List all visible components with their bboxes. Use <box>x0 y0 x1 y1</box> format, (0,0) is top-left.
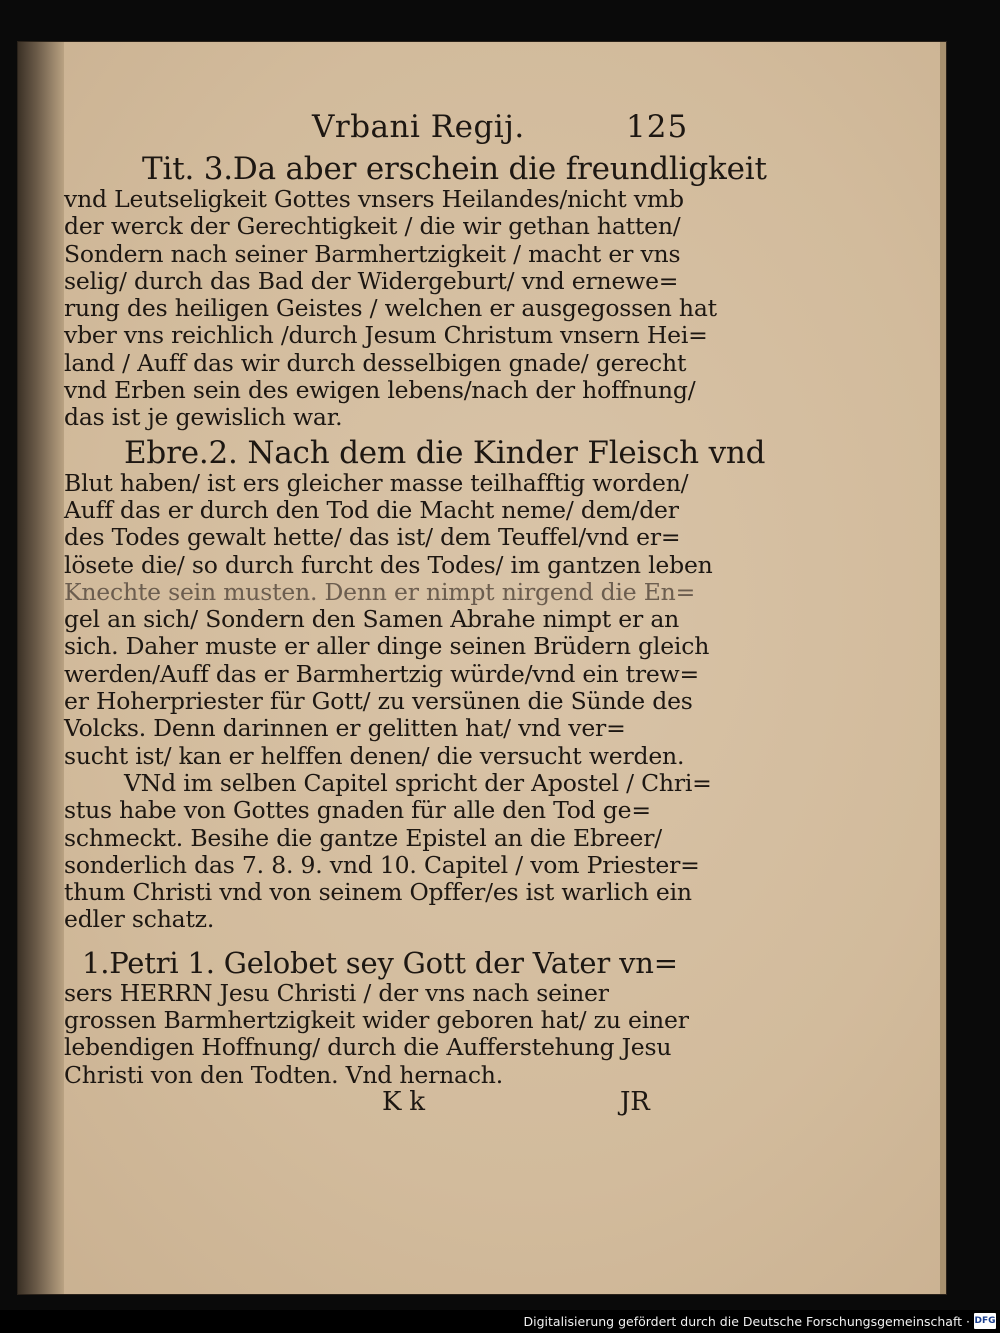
signature-mark: K k <box>382 1086 425 1117</box>
text-line: VNd im selben Capitel spricht der Apostel / Chri= <box>124 768 712 797</box>
paragraph-same-chapter <box>64 768 712 934</box>
text-line: lebendigen Hoffnung/ durch die Aufferstehung Jesu <box>64 1033 672 1062</box>
page-edge <box>940 42 946 1294</box>
book-page <box>18 42 946 1294</box>
text-line: stus habe von Gottes gnaden für alle den Tod ge= <box>64 796 651 825</box>
text-line: werden/Auff das er Barmhertzig würde/vnd ein trew= <box>64 659 700 688</box>
text-line: Blut haben/ ist ers gleicher masse teilhafftig worden/ <box>64 468 689 497</box>
text-line: Ebre.2. Nach dem die Kinder Fleisch vnd <box>124 434 766 471</box>
text-line: edler schatz. <box>64 905 215 934</box>
page-header <box>64 109 706 152</box>
text-line: rung des heiligen Geistes / welchen er ausgegossen hat <box>64 294 717 323</box>
text-line: das ist je gewislich war. <box>64 403 343 432</box>
dfg-logo-text: DFG <box>974 1316 996 1326</box>
text-line: sers HERRN Jesu Christi / der vns nach seiner <box>64 978 609 1007</box>
text-line: Christi von den Todten. Vnd hernach. <box>64 1060 504 1089</box>
text-block <box>64 109 767 1123</box>
text-line: vnd Erben sein des ewigen lebens/nach der hoffnung/ <box>64 376 696 405</box>
text-line: sonderlich das 7. 8. 9. vnd 10. Capitel / vom Priester= <box>64 850 700 879</box>
credit-bar <box>0 1310 1000 1333</box>
text-line: des Todes gewalt hette/ das ist/ dem Teuffel/vnd er= <box>64 523 681 552</box>
text-line: land / Auff das wir durch desselbigen gnade/ gerecht <box>64 348 687 377</box>
text-line: vber vns reichlich /durch Jesum Christum vnsern Hei= <box>64 321 708 350</box>
catchword: JR <box>620 1086 650 1117</box>
text-line: gel an sich/ Sondern den Samen Abrahe nimpt er an <box>64 605 680 634</box>
paragraph-1-peter-1 <box>64 946 706 1089</box>
paragraph-hebrews-2 <box>64 434 766 770</box>
text-line: Tit. 3.Da aber erschein die freundligkeit <box>142 151 767 187</box>
text-line: thum Christi vnd von seinem Opffer/es ist warlich ein <box>64 878 692 907</box>
paragraph-titus-3 <box>64 151 767 432</box>
text-line: Sondern nach seiner Barmhertzigkeit / macht er vns <box>64 239 681 268</box>
text-line: der werck der Gerechtigkeit / die wir gethan hatten/ <box>64 212 681 241</box>
page-number: 125 <box>626 109 689 145</box>
running-head: Vrbani Regij. <box>312 109 525 145</box>
text-line: vnd Leutseligkeit Gottes vnsers Heilandes/nicht vmb <box>64 185 684 213</box>
text-line: schmeckt. Besihe die gantze Epistel an die Ebreer/ <box>64 823 662 852</box>
funding-credit: Digitalisierung gefördert durch die Deutsche Forschungsgemeinschaft · <box>523 1314 970 1329</box>
page-footer <box>64 1086 706 1123</box>
text-line: selig/ durch das Bad der Widergeburt/ vnd ernewe= <box>64 266 679 295</box>
text-line: sucht ist/ kan er helffen denen/ die versucht werden. <box>64 741 685 770</box>
page-gutter-shadow <box>18 42 64 1294</box>
text-line: er Hoherpriester für Gott/ zu versünen die Sünde des <box>64 687 693 716</box>
text-line: Auff das er durch den Tod die Macht neme/ dem/der <box>64 495 679 524</box>
text-line: Knechte sein musten. Denn er nimpt nirgend die En= <box>64 577 696 606</box>
text-line: 1.Petri 1. Gelobet sey Gott der Vater vn= <box>82 945 678 980</box>
text-line: lösete die/ so durch furcht des Todes/ im gantzen leben <box>64 550 713 579</box>
dfg-logo <box>974 1313 996 1329</box>
text-line: Volcks. Denn darinnen er gelitten hat/ vnd ver= <box>64 714 626 743</box>
text-line: sich. Daher muste er aller dinge seinen Brüdern gleich <box>64 632 710 661</box>
text-line: grossen Barmhertzigkeit wider geboren hat/ zu einer <box>64 1006 689 1035</box>
